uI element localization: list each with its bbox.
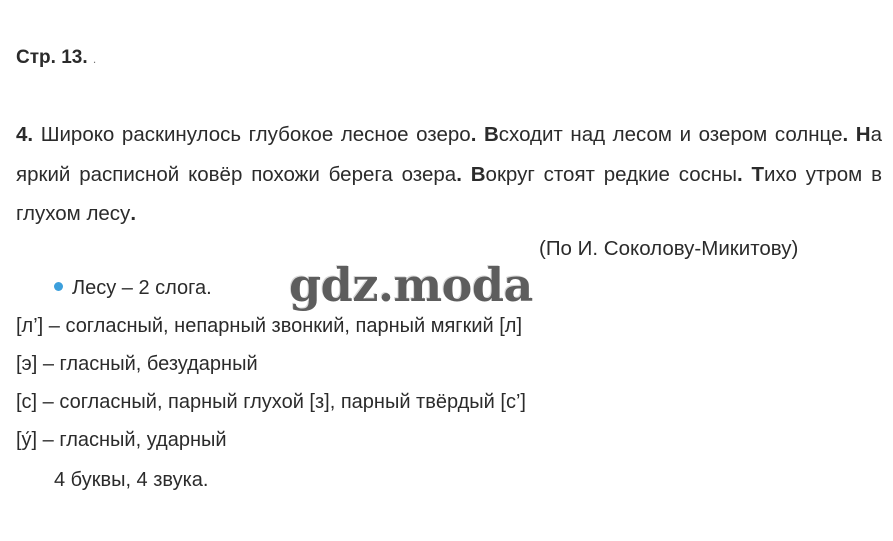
bullet-icon — [54, 282, 63, 291]
exercise-number: 4. — [16, 123, 34, 146]
letters-sounds-summary: 4 буквы, 4 звука. — [54, 469, 209, 491]
author-attribution: (По И. Соколову-Микитову) — [539, 237, 799, 260]
sentence-3: На яркий расписной ковёр похожи берега озера. — [16, 123, 882, 186]
phonetic-line-4: [у́] – гласный, ударный — [16, 429, 227, 451]
watermark-logo: gdz.moda — [289, 258, 533, 312]
phonetic-line-3: [с] – согласный, парный глухой [з], парный твёрдый [с’] — [16, 391, 526, 413]
page-reference-mark: . — [92, 52, 97, 66]
page-reference — [16, 46, 96, 71]
sentence-2: Всходит над лесом и озером солнце. — [483, 123, 849, 146]
sentence-1: Широко раскинулось глубокое лесное озеро. — [33, 123, 477, 146]
sentence-4: Вокруг стоят редкие сосны. — [470, 162, 743, 186]
phonetic-line-2: [э] – гласный, безударный — [16, 353, 258, 375]
syllable-note — [54, 276, 212, 300]
exercise-text — [16, 115, 882, 234]
phonetic-line-1: [л’] – согласный, непарный звонкий, парный мягкий [л] — [16, 315, 523, 337]
sentence-5: Тихо утром в глухом лесу. — [16, 162, 882, 225]
syllable-note-text: Лесу – 2 слога. — [72, 277, 212, 299]
page-reference-label: Стр. 13. — [16, 47, 88, 68]
